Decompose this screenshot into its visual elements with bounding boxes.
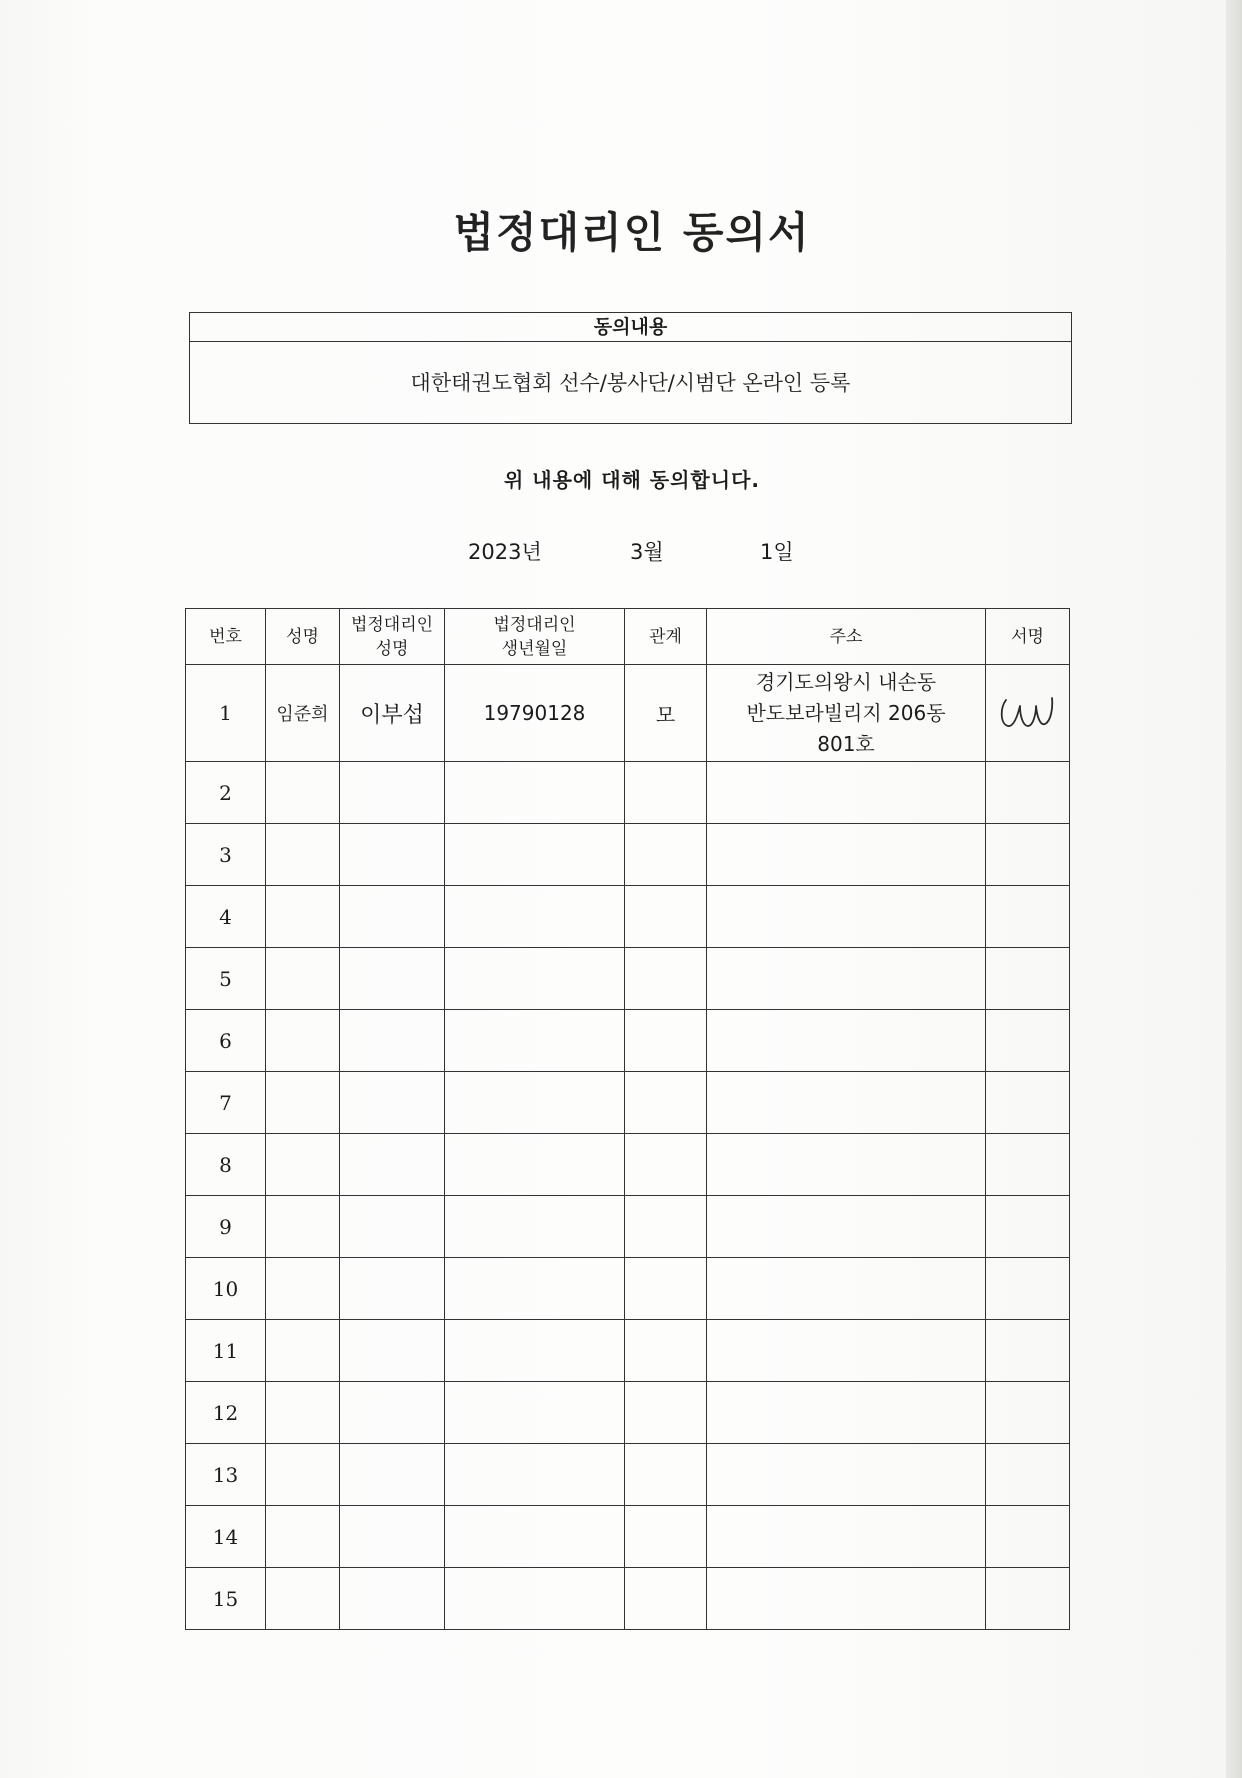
consent-text: 대한태권도협회 선수/봉사단/시범단 온라인 등록 — [410, 371, 851, 395]
address — [707, 1010, 986, 1072]
table-row — [186, 1382, 1070, 1444]
guardian-name — [340, 1072, 445, 1134]
guardian-birthdate: 19790128 — [445, 665, 625, 762]
signature-cell — [986, 1568, 1070, 1630]
signature-cell — [986, 1506, 1070, 1568]
guardian-name — [340, 1444, 445, 1506]
signature-cell — [986, 1072, 1070, 1134]
participant-name — [266, 886, 340, 948]
relation — [625, 1196, 707, 1258]
row-number: 1 — [186, 665, 266, 762]
guardian-birthdate — [445, 1568, 625, 1630]
header-guardian-birth — [445, 609, 625, 665]
participant-name — [266, 1568, 340, 1630]
header-address: 주소 — [707, 609, 986, 665]
row-number: 15 — [186, 1568, 266, 1630]
row-number: 8 — [186, 1134, 266, 1196]
relation — [625, 1382, 707, 1444]
signature-cell — [986, 1320, 1070, 1382]
relation — [625, 762, 707, 824]
address-line-3: 801호 — [817, 731, 875, 756]
participant-name — [266, 1072, 340, 1134]
header-guardian-name — [340, 609, 445, 665]
table-row — [186, 1196, 1070, 1258]
address — [707, 665, 986, 762]
table-row — [186, 1320, 1070, 1382]
guardian-name — [340, 1134, 445, 1196]
address — [707, 1444, 986, 1506]
guardian-consent-table — [185, 608, 1070, 1630]
signature-cell — [986, 824, 1070, 886]
signature-cell — [986, 1134, 1070, 1196]
row-number: 7 — [186, 1072, 266, 1134]
guardian-name — [340, 1196, 445, 1258]
consent-box — [189, 312, 1072, 424]
relation — [625, 1320, 707, 1382]
participant-name — [266, 1010, 340, 1072]
guardian-birthdate — [445, 1320, 625, 1382]
address — [707, 824, 986, 886]
row-number: 6 — [186, 1010, 266, 1072]
participant-name: 임준희 — [266, 665, 340, 762]
participant-name — [266, 1444, 340, 1506]
guardian-birthdate — [445, 1382, 625, 1444]
guardian-birthdate — [445, 1196, 625, 1258]
row-number: 4 — [186, 886, 266, 948]
participant-name — [266, 1134, 340, 1196]
participant-name — [266, 1506, 340, 1568]
guardian-name — [340, 1506, 445, 1568]
table-row — [186, 665, 1070, 762]
signature-cell — [986, 1010, 1070, 1072]
guardian-birthdate — [445, 824, 625, 886]
guardian-name — [340, 824, 445, 886]
address-line-2: 반도보라빌리지 206동 — [746, 700, 946, 725]
guardian-birthdate — [445, 1258, 625, 1320]
guardian-birthdate — [445, 1010, 625, 1072]
guardian-name — [340, 1010, 445, 1072]
guardian-name — [340, 1382, 445, 1444]
signature-cell — [986, 1258, 1070, 1320]
relation — [625, 1072, 707, 1134]
row-number: 12 — [186, 1382, 266, 1444]
relation — [625, 1258, 707, 1320]
guardian-birthdate — [445, 948, 625, 1010]
table-row — [186, 1444, 1070, 1506]
guardian-name — [340, 948, 445, 1010]
address — [707, 1258, 986, 1320]
relation — [625, 1134, 707, 1196]
header-name: 성명 — [266, 609, 340, 665]
signature-cell — [986, 762, 1070, 824]
header-relation: 관계 — [625, 609, 707, 665]
row-number: 14 — [186, 1506, 266, 1568]
address — [707, 1506, 986, 1568]
signature-cell — [986, 1444, 1070, 1506]
handwritten-signature-icon — [996, 690, 1060, 736]
address — [707, 1320, 986, 1382]
signature-cell — [986, 1196, 1070, 1258]
guardian-birthdate — [445, 1444, 625, 1506]
table-row — [186, 1568, 1070, 1630]
table-row — [186, 1506, 1070, 1568]
document-title: 법정대리인 동의서 — [453, 208, 811, 257]
header-guardian-birth-line1: 법정대리인 — [493, 614, 576, 635]
relation — [625, 886, 707, 948]
address-line-1: 경기도의왕시 내손동 — [755, 669, 937, 694]
relation — [625, 1010, 707, 1072]
guardian-name — [340, 886, 445, 948]
guardian-name: 이부섭 — [340, 665, 445, 762]
guardian-name — [340, 762, 445, 824]
guardian-name — [340, 1258, 445, 1320]
guardian-birthdate — [445, 762, 625, 824]
table-row — [186, 1134, 1070, 1196]
agreement-statement: 위 내용에 대해 동의합니다. — [503, 468, 760, 492]
table-row — [186, 762, 1070, 824]
participant-name — [266, 1196, 340, 1258]
address — [707, 762, 986, 824]
address — [707, 1072, 986, 1134]
guardian-name — [340, 1568, 445, 1630]
participant-name — [266, 762, 340, 824]
table-row — [186, 1010, 1070, 1072]
participant-name — [266, 1258, 340, 1320]
row-number: 9 — [186, 1196, 266, 1258]
participant-name — [266, 824, 340, 886]
header-guardian-birth-line2: 생년월일 — [501, 638, 568, 659]
address — [707, 886, 986, 948]
address — [707, 1134, 986, 1196]
header-guardian-name-line2: 성명 — [375, 638, 409, 659]
address — [707, 1568, 986, 1630]
signature-cell — [986, 948, 1070, 1010]
date-month: 3월 — [630, 540, 664, 564]
paper-edge — [1226, 0, 1242, 1778]
signature-cell — [986, 886, 1070, 948]
table-row — [186, 948, 1070, 1010]
row-number: 3 — [186, 824, 266, 886]
table-row — [186, 1258, 1070, 1320]
date-year: 2023년 — [468, 540, 542, 564]
guardian-birthdate — [445, 886, 625, 948]
table-row — [186, 1072, 1070, 1134]
header-guardian-name-line1: 법정대리인 — [350, 614, 434, 635]
header-signature: 서명 — [986, 609, 1070, 665]
address — [707, 1196, 986, 1258]
address — [707, 1382, 986, 1444]
header-number: 번호 — [186, 609, 266, 665]
consent-heading: 동의내용 — [190, 313, 1071, 342]
row-number: 11 — [186, 1320, 266, 1382]
guardian-name — [340, 1320, 445, 1382]
row-number: 13 — [186, 1444, 266, 1506]
address — [707, 948, 986, 1010]
signature-cell — [986, 1382, 1070, 1444]
date-day: 1일 — [760, 540, 794, 564]
guardian-birthdate — [445, 1072, 625, 1134]
relation — [625, 1506, 707, 1568]
guardian-birthdate — [445, 1506, 625, 1568]
relation — [625, 1444, 707, 1506]
table-row — [186, 886, 1070, 948]
participant-name — [266, 948, 340, 1010]
relation — [625, 824, 707, 886]
relation — [625, 948, 707, 1010]
relation: 모 — [625, 665, 707, 762]
row-number: 2 — [186, 762, 266, 824]
table-header-row — [186, 609, 1070, 665]
row-number: 10 — [186, 1258, 266, 1320]
relation — [625, 1568, 707, 1630]
participant-name — [266, 1320, 340, 1382]
guardian-birthdate — [445, 1134, 625, 1196]
signature-cell — [986, 665, 1070, 762]
row-number: 5 — [186, 948, 266, 1010]
participant-name — [266, 1382, 340, 1444]
table-row — [186, 824, 1070, 886]
